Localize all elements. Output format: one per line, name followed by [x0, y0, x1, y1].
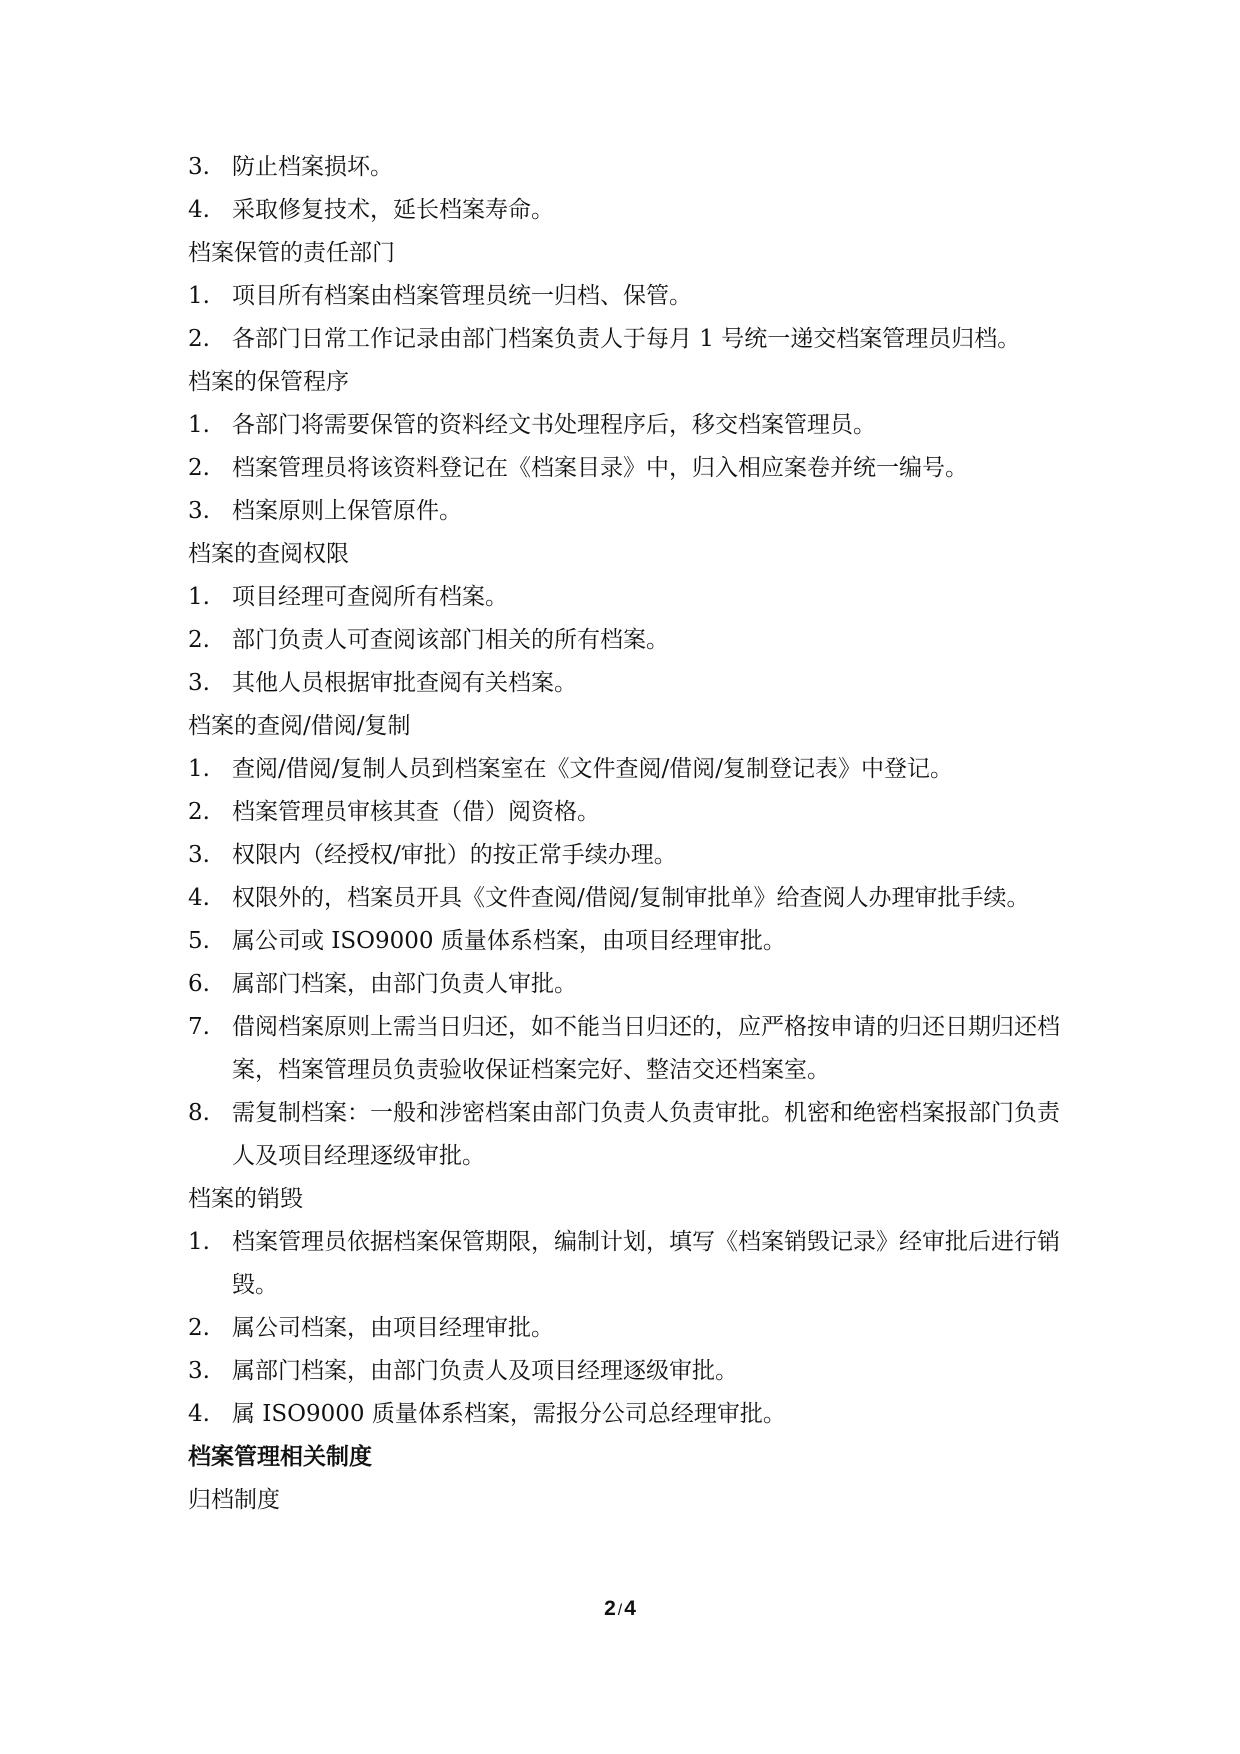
list-item-number: 1.: [188, 756, 210, 782]
section-title: 档案保管的责任部门: [188, 240, 395, 266]
list-item-number: 2.: [188, 455, 210, 481]
list-item-number: 1.: [188, 283, 210, 309]
list-item-number: 2.: [188, 1315, 210, 1341]
list-item-text: 其他人员根据审批查阅有关档案。: [232, 670, 577, 696]
list-item-number: 3.: [188, 154, 210, 180]
section-list: [188, 1221, 1068, 1436]
list-item-number: 8.: [188, 1100, 210, 1126]
page-total: 4: [624, 1597, 636, 1620]
list-item-number: 3.: [188, 842, 210, 868]
list-item-number: 1.: [188, 1229, 210, 1255]
list-item: [188, 318, 1068, 361]
list-item: [188, 275, 1068, 318]
list-item: [188, 877, 1068, 920]
list-item-text: 属部门档案，由部门负责人及项目经理逐级审批。: [232, 1358, 738, 1384]
list-item: [188, 1307, 1068, 1350]
section-title: 档案的查阅权限: [188, 541, 349, 567]
list-item-text: 查阅/借阅/复制人员到档案室在《文件查阅/借阅/复制登记表》中登记。: [232, 756, 953, 782]
list-item: [188, 447, 1068, 490]
list-item: [188, 576, 1068, 619]
section-destruction: [188, 1178, 1068, 1436]
list-item-text: 需复制档案：一般和涉密档案由部门负责人负责审批。机密和绝密档案报部门负责人及项目经理逐级审批。: [232, 1100, 1060, 1169]
list-item: [188, 834, 1068, 877]
list-item-text: 权限外的，档案员开具《文件查阅/借阅/复制审批单》给查阅人办理审批手续。: [232, 885, 1030, 911]
list-item: [188, 490, 1068, 533]
list-item-text: 属部门档案，由部门负责人审批。: [232, 971, 577, 997]
intro-list-block: [188, 146, 1068, 232]
list-item-text: 部门负责人可查阅该部门相关的所有档案。: [232, 627, 669, 653]
page-separator: /: [617, 1602, 623, 1619]
list-item: [188, 791, 1068, 834]
document-page: [188, 146, 1068, 1522]
list-item: [188, 963, 1068, 1006]
list-item-text: 各部门将需要保管的资料经文书处理程序后，移交档案管理员。: [232, 412, 876, 438]
list-item-text: 属公司档案，由项目经理审批。: [232, 1315, 554, 1341]
bold-heading: 档案管理相关制度: [188, 1444, 372, 1470]
section-title: 档案的销毁: [188, 1186, 303, 1212]
list-item-text: 项目经理可查阅所有档案。: [232, 584, 508, 610]
subsection-title: 归档制度: [188, 1487, 280, 1513]
list-item-number: 3.: [188, 670, 210, 696]
list-item: [188, 1006, 1068, 1092]
list-item: [188, 748, 1068, 791]
list-item-text: 权限内（经授权/审批）的按正常手续办理。: [232, 842, 677, 868]
list-item-text: 档案管理员将该资料登记在《档案目录》中，归入相应案卷并统一编号。: [232, 455, 968, 481]
list-item: [188, 619, 1068, 662]
page-number: [0, 1597, 1240, 1621]
list-item: [188, 1092, 1068, 1178]
list-item-number: 4.: [188, 885, 210, 911]
list-item: [188, 1393, 1068, 1436]
section-responsibility: [188, 232, 1068, 361]
section-list: [188, 748, 1068, 1178]
list-item-text: 属公司或 ISO9000 质量体系档案，由项目经理审批。: [232, 928, 786, 954]
list-item-number: 1.: [188, 584, 210, 610]
list-item-text: 借阅档案原则上需当日归还，如不能当日归还的，应严格按申请的归还日期归还档案，档案管理员负责验收保证档案完好、整洁交还档案室。: [232, 1014, 1060, 1083]
list-item: [188, 1350, 1068, 1393]
section-access-rights: [188, 533, 1068, 705]
list-item-number: 2.: [188, 627, 210, 653]
list-item-number: 2.: [188, 799, 210, 825]
section-procedure: [188, 361, 1068, 533]
list-item-text: 项目所有档案由档案管理员统一归档、保管。: [232, 283, 692, 309]
list-item: [188, 189, 1068, 232]
list-item: [188, 404, 1068, 447]
section-list: [188, 275, 1068, 361]
section-list: [188, 576, 1068, 705]
list-item-number: 4.: [188, 197, 210, 223]
section-title: 档案的保管程序: [188, 369, 349, 395]
list-item-number: 3.: [188, 498, 210, 524]
list-item-number: 2.: [188, 326, 210, 352]
section-title: 档案的查阅/借阅/复制: [188, 713, 411, 739]
list-item-number: 6.: [188, 971, 210, 997]
list-item-text: 档案管理员依据档案保管期限，编制计划，填写《档案销毁记录》经审批后进行销毁。: [232, 1229, 1060, 1298]
list-item-text: 档案原则上保管原件。: [232, 498, 462, 524]
section-list: [188, 404, 1068, 533]
list-item-text: 防止档案损坏。: [232, 154, 393, 180]
list-item-number: 1.: [188, 412, 210, 438]
intro-list: [188, 146, 1068, 232]
list-item-text: 属 ISO9000 质量体系档案，需报分公司总经理审批。: [232, 1401, 786, 1427]
list-item-number: 3.: [188, 1358, 210, 1384]
list-item-text: 各部门日常工作记录由部门档案负责人于每月 1 号统一递交档案管理员归档。: [232, 326, 1021, 352]
list-item-text: 采取修复技术，延长档案寿命。: [232, 197, 554, 223]
regulations-block: [188, 1436, 1068, 1522]
list-item: [188, 146, 1068, 189]
section-lending: [188, 705, 1068, 1178]
list-item-text: 档案管理员审核其查（借）阅资格。: [232, 799, 600, 825]
list-item-number: 4.: [188, 1401, 210, 1427]
list-item: [188, 662, 1068, 705]
list-item-number: 5.: [188, 928, 210, 954]
list-item: [188, 1221, 1068, 1307]
list-item: [188, 920, 1068, 963]
list-item-number: 7.: [188, 1014, 210, 1040]
page-current: 2: [604, 1597, 616, 1620]
